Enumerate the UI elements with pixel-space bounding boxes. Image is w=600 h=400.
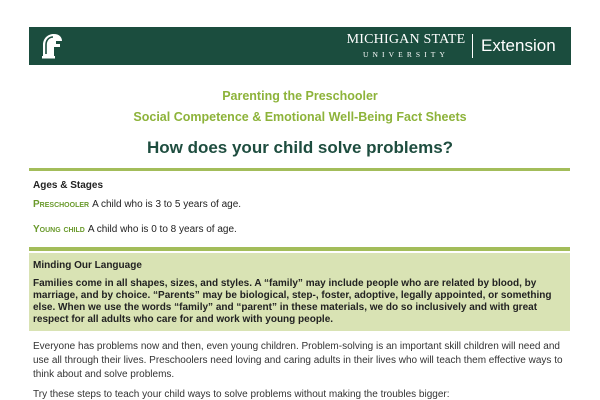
logo-divider xyxy=(472,34,473,58)
msu-extension-banner xyxy=(29,27,571,65)
definition-term: Preschooler xyxy=(33,199,90,210)
intro-paragraph: Everyone has problems now and then, even young children. Problem-solving is an important skill children will need and use all through their lives. Preschoolers need loving and caring adults in their lives who will teach them effective ways to think about and solve problems. xyxy=(33,341,563,380)
extension-label: Extension xyxy=(481,36,556,55)
divider-rule xyxy=(29,168,570,171)
logo-line-university: UNIVERSITY xyxy=(363,50,449,59)
divider-rule xyxy=(29,247,570,251)
minding-language-box xyxy=(29,253,570,331)
definition-text: A child who is 0 to 8 years of age. xyxy=(87,224,237,235)
definition-young-child xyxy=(33,224,237,235)
minding-language-heading: Minding Our Language xyxy=(33,260,142,271)
definition-term: Young child xyxy=(33,224,85,235)
series-title: Parenting the Preschooler xyxy=(222,89,378,103)
ages-stages-heading: Ages & Stages xyxy=(33,180,104,191)
series-subtitle: Social Competence & Emotional Well-Being Fact Sheets xyxy=(133,110,467,124)
minding-language-body: Families come in all shapes, sizes, and styles. A “family” may include people who are related by blood, by marriage, and by choice. “Parents” may be biological, step-, foster, adoptive, legally appointed, or something else. When we use the words “family” and “parent” in these materials, we do so inclusively and with great respect for all adults who care for and work with young people. xyxy=(33,278,552,325)
steps-intro: Try these steps to teach your child ways to solve problems without making the troubles bigger: xyxy=(33,389,450,400)
msu-wordmark xyxy=(345,33,467,59)
definition-preschooler xyxy=(33,199,241,210)
page-title: How does your child solve problems? xyxy=(146,138,454,157)
logo-line-michigan-state: MICHIGAN STATE xyxy=(346,32,466,47)
definition-text: A child who is 3 to 5 years of age. xyxy=(92,199,242,210)
spartan-helmet-icon xyxy=(39,32,65,60)
